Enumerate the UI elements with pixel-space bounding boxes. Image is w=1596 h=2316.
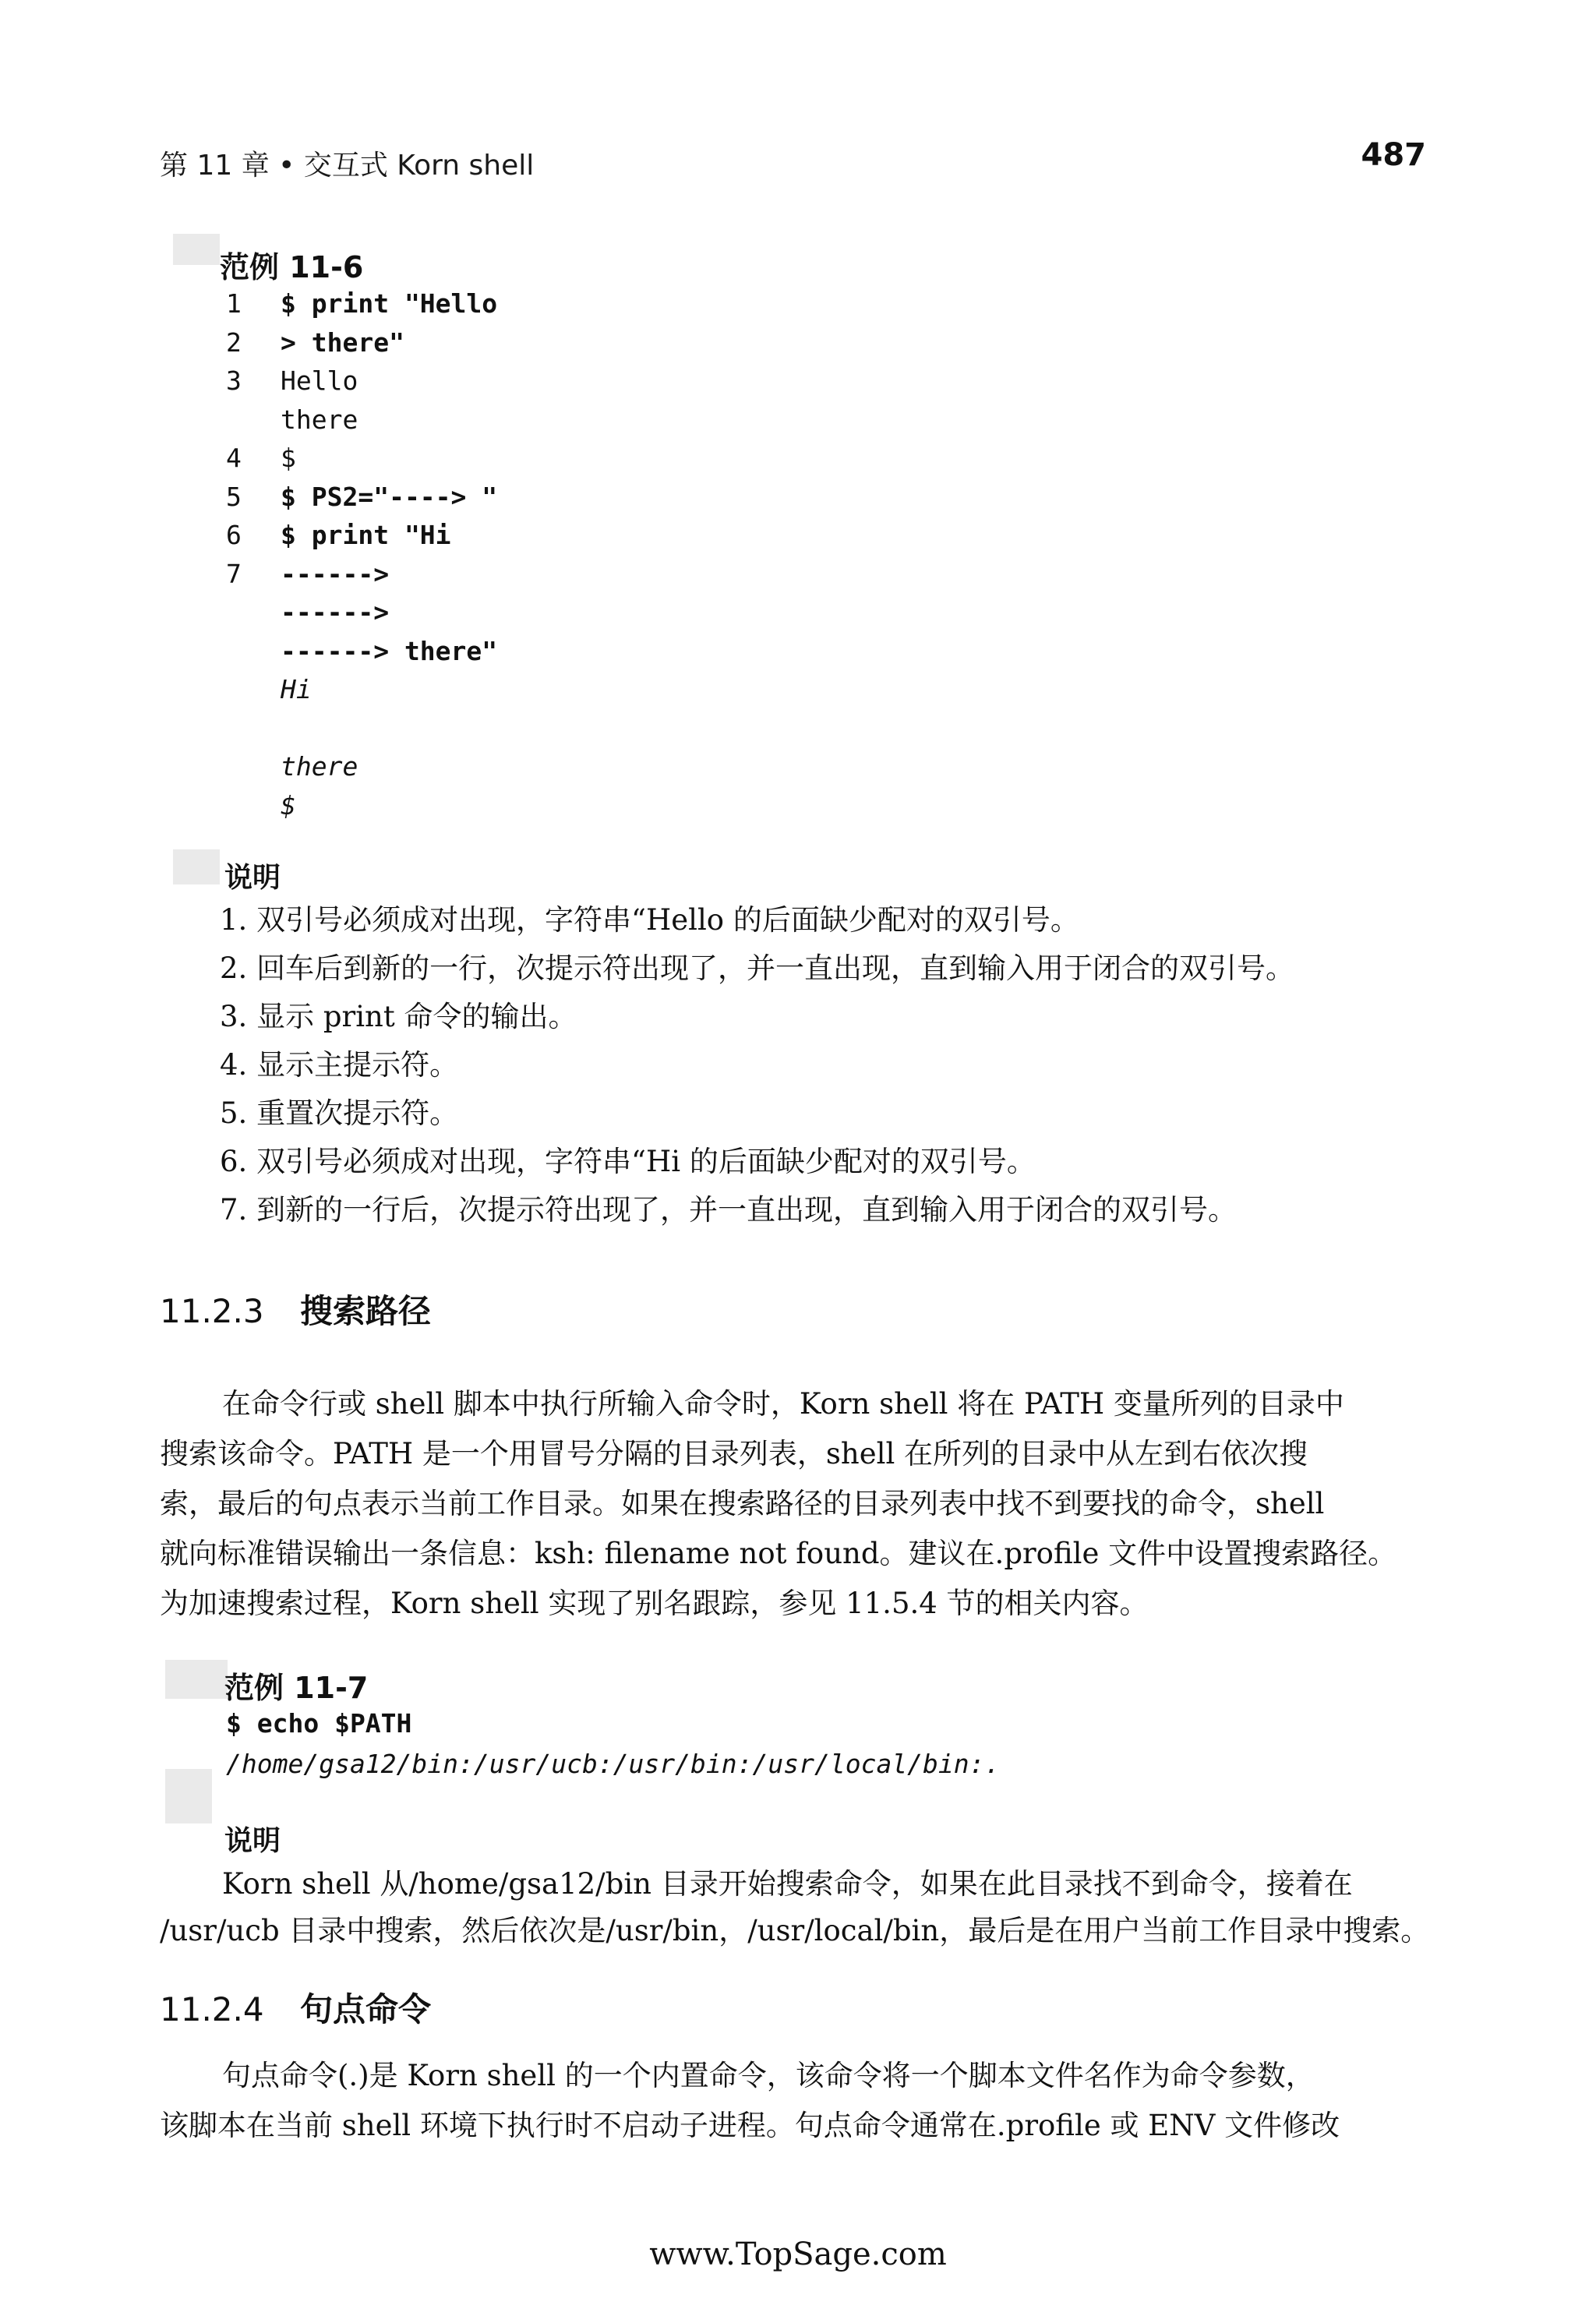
code-line <box>226 674 1083 705</box>
code-line <box>226 520 1083 551</box>
code-line <box>226 443 1083 474</box>
section-heading <box>160 1984 431 2031</box>
code-text: $ print "Hi <box>281 520 451 550</box>
paragraph-line: 索，最后的句点表示当前工作目录。如果在搜索路径的目录列表中找不到要找的命令，shell <box>160 1487 1325 1520</box>
code-text: there <box>281 404 358 435</box>
code-text: ------> there" <box>281 635 498 666</box>
line-number: 7 <box>226 558 242 589</box>
notes-label: 说明 <box>224 862 281 894</box>
code-line <box>226 597 1083 628</box>
note-item: 5. 重置次提示符。 <box>220 1096 459 1130</box>
scan-noise <box>173 849 220 884</box>
paragraph-line: Korn shell 从/home/gsa12/bin 目录开始搜索命令，如果在此目录找不到命令，接着在 <box>222 1867 1353 1901</box>
section-title: 句点命令 <box>300 1990 432 2028</box>
notes-label: 说明 <box>224 1825 281 1857</box>
section-title: 搜索路径 <box>300 1292 432 1330</box>
code-line <box>226 751 1083 782</box>
code-text: ------> <box>281 558 390 589</box>
note-item: 3. 显示 print 命令的输出。 <box>220 1000 577 1033</box>
line-number: 6 <box>226 520 242 550</box>
line-number: 3 <box>226 365 242 396</box>
code-line <box>226 404 1083 436</box>
code-text: > there" <box>281 327 404 358</box>
code-line <box>226 327 1083 358</box>
paragraph-line: 搜索该命令。PATH 是一个用冒号分隔的目录列表，shell 在所列的目录中从左到右依次搜 <box>160 1437 1308 1470</box>
code-command <box>226 1708 1395 1739</box>
code-line <box>226 790 1083 821</box>
line-number: 5 <box>226 481 242 512</box>
paragraph-line: /usr/ucb 目录中搜索，然后依次是/usr/bin，/usr/local/bin，最后是在用户当前工作目录中搜索。 <box>160 1914 1430 1947</box>
code-text: $ <box>281 443 296 473</box>
note-item: 1. 双引号必须成对出现，字符串“Hello 的后面缺少配对的双引号。 <box>220 903 1079 937</box>
section-number: 11.2.4 <box>160 1990 264 2028</box>
footer-url: www.TopSage.com <box>649 2237 947 2272</box>
code-output <box>226 1749 1395 1780</box>
code-text: $ <box>281 789 296 821</box>
section-heading <box>160 1286 431 1333</box>
code-text: Hello <box>281 365 358 396</box>
paragraph-line: 句点命令(.)是 Korn shell 的一个内置命令，该命令将一个脚本文件名作为命令参数， <box>222 2059 1315 2092</box>
code-line <box>226 713 1083 744</box>
code-listing <box>226 288 1161 834</box>
running-head: 第 11 章 • 交互式 Korn shell <box>160 150 535 182</box>
scan-noise <box>165 1769 212 1823</box>
section-number: 11.2.3 <box>160 1292 264 1330</box>
page-number: 487 <box>1361 137 1426 173</box>
code-text: there <box>281 751 358 782</box>
line-number: 4 <box>226 443 242 473</box>
code-line <box>226 482 1083 513</box>
note-item: 2. 回车后到新的一行，次提示符出现了，并一直出现，直到输入用于闭合的双引号。 <box>220 951 1295 985</box>
paragraph-line: 该脚本在当前 shell 环境下执行时不启动子进程。句点命令通常在.profile 或 ENV 文件修改 <box>160 2109 1340 2142</box>
paragraph-line: 就向标准错误输出一条信息：ksh: filename not found。建议在.profile 文件中设置搜索路径。 <box>160 1537 1397 1570</box>
paragraph <box>160 2051 1426 2151</box>
scan-noise <box>173 234 220 265</box>
code-line <box>226 288 1083 320</box>
note-item: 7. 到新的一行后，次提示符出现了，并一直出现，直到输入用于闭合的双引号。 <box>220 1193 1238 1227</box>
page-header <box>160 137 1426 189</box>
code-line: /home/gsa12/bin:/usr/ucb:/usr/bin:/usr/local/bin:. <box>226 1749 1001 1779</box>
note-paragraph <box>160 1861 1430 1954</box>
notes-list <box>220 896 1435 1239</box>
code-line <box>226 365 1083 397</box>
code-line <box>226 559 1083 590</box>
code-text: $ print "Hello <box>281 288 498 319</box>
code-line: $ echo $PATH <box>226 1708 412 1739</box>
code-line <box>226 636 1083 667</box>
paragraph <box>160 1379 1426 1629</box>
example-title: 范例 11-6 <box>220 250 364 284</box>
paragraph-line: 为加速搜索过程，Korn shell 实现了别名跟踪，参见 11.5.4 节的相关内容。 <box>160 1587 1149 1620</box>
line-number: 1 <box>226 288 242 319</box>
code-text: ------> <box>281 597 390 627</box>
code-text: $ PS2="----> " <box>281 481 498 512</box>
paragraph-line: 在命令行或 shell 脚本中执行所输入命令时，Korn shell 将在 PATH 变量所列的目录中 <box>222 1387 1344 1421</box>
code-text: Hi <box>281 674 312 704</box>
note-item: 6. 双引号必须成对出现，字符串“Hi 的后面缺少配对的双引号。 <box>220 1145 1036 1178</box>
scan-noise <box>165 1660 228 1699</box>
example-title: 范例 11-7 <box>224 1671 369 1705</box>
note-item: 4. 显示主提示符。 <box>220 1048 459 1082</box>
line-number: 2 <box>226 327 242 358</box>
